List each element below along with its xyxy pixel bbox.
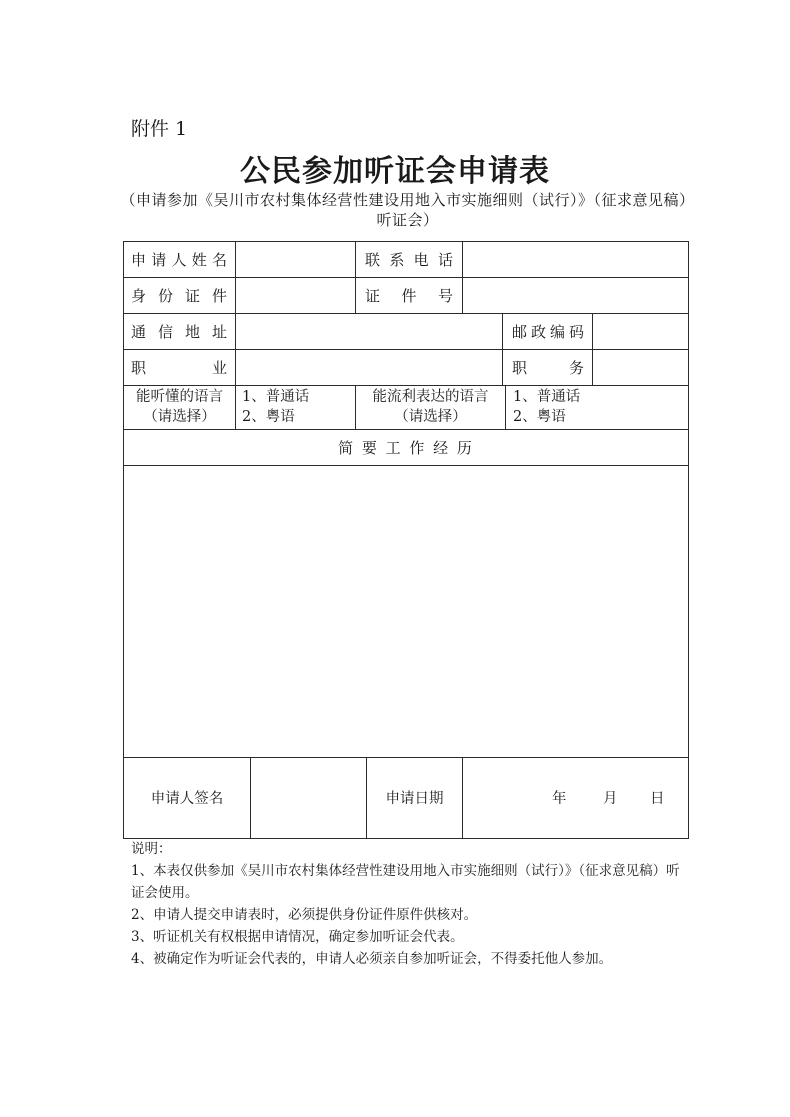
attachment-label: 附件 1 xyxy=(131,118,188,140)
applicant-name-field[interactable] xyxy=(236,242,355,277)
speak-language-options[interactable] xyxy=(513,385,688,429)
notes-section xyxy=(131,838,691,970)
address-field[interactable] xyxy=(236,314,502,349)
date-month-unit: 月 xyxy=(603,791,618,807)
work-history-field[interactable] xyxy=(124,466,688,757)
postcode-field[interactable] xyxy=(593,314,688,349)
page-title: 公民参加听证会申请表 xyxy=(240,154,550,189)
page-subtitle: （申请参加《吴川市农村集体经营性建设用地入市实施细则（试行）》（征求意见稿）听证会） xyxy=(120,191,695,229)
note-item: 1、本表仅供参加《吴川市农村集体经营性建设用地入市实施细则（试行）》（征求意见稿）听证会使用。 xyxy=(131,863,680,901)
note-item: 4、被确定作为听证会代表的，申请人必须亲自参加听证会，不得委托他人参加。 xyxy=(131,951,613,967)
notes-heading: 说明： xyxy=(131,841,172,857)
position-field[interactable] xyxy=(593,350,688,385)
date-label: 申请日期 xyxy=(385,791,444,807)
date-year-unit: 年 xyxy=(552,791,567,807)
id-document-field[interactable] xyxy=(236,278,355,313)
occupation-label: 职 业 xyxy=(131,358,227,377)
postcode-label: 邮 政 编 码 xyxy=(512,322,584,341)
note-item: 2、申请人提交申请表时，必须提供身份证件原件供核对。 xyxy=(131,907,478,923)
id-document-label: 身 份 证 件 xyxy=(131,286,227,305)
id-number-field[interactable] xyxy=(463,278,688,313)
listen-language-label: 能听懂的语言 （请选择） xyxy=(136,389,223,425)
applicant-name-label: 申 请 人 姓 名 xyxy=(131,250,227,269)
work-history-heading: 简 要 工 作 经 历 xyxy=(338,438,474,457)
signature-field[interactable] xyxy=(251,758,366,838)
phone-label: 联 系 电 话 xyxy=(365,250,453,269)
speak-language-label: 能流利表达的语言 （请选择） xyxy=(372,389,489,425)
phone-field[interactable] xyxy=(463,242,688,277)
address-label: 通 信 地 址 xyxy=(131,322,227,341)
signature-label: 申请人签名 xyxy=(150,791,224,807)
listen-language-options[interactable] xyxy=(242,385,355,429)
occupation-field[interactable] xyxy=(236,350,502,385)
note-item: 3、听证机关有权根据申请情况，确定参加听证会代表。 xyxy=(131,929,464,945)
speak-option-cantonese[interactable]: 2、粤语 xyxy=(513,409,566,425)
position-label: 职 务 xyxy=(512,358,584,377)
speak-option-mandarin[interactable]: 1、普通话 xyxy=(513,389,581,405)
date-day-unit: 日 xyxy=(650,791,665,807)
listen-option-mandarin[interactable]: 1、普通话 xyxy=(242,389,310,405)
listen-option-cantonese[interactable]: 2、粤语 xyxy=(242,409,295,425)
id-number-label: 证 件 号 xyxy=(365,286,453,305)
